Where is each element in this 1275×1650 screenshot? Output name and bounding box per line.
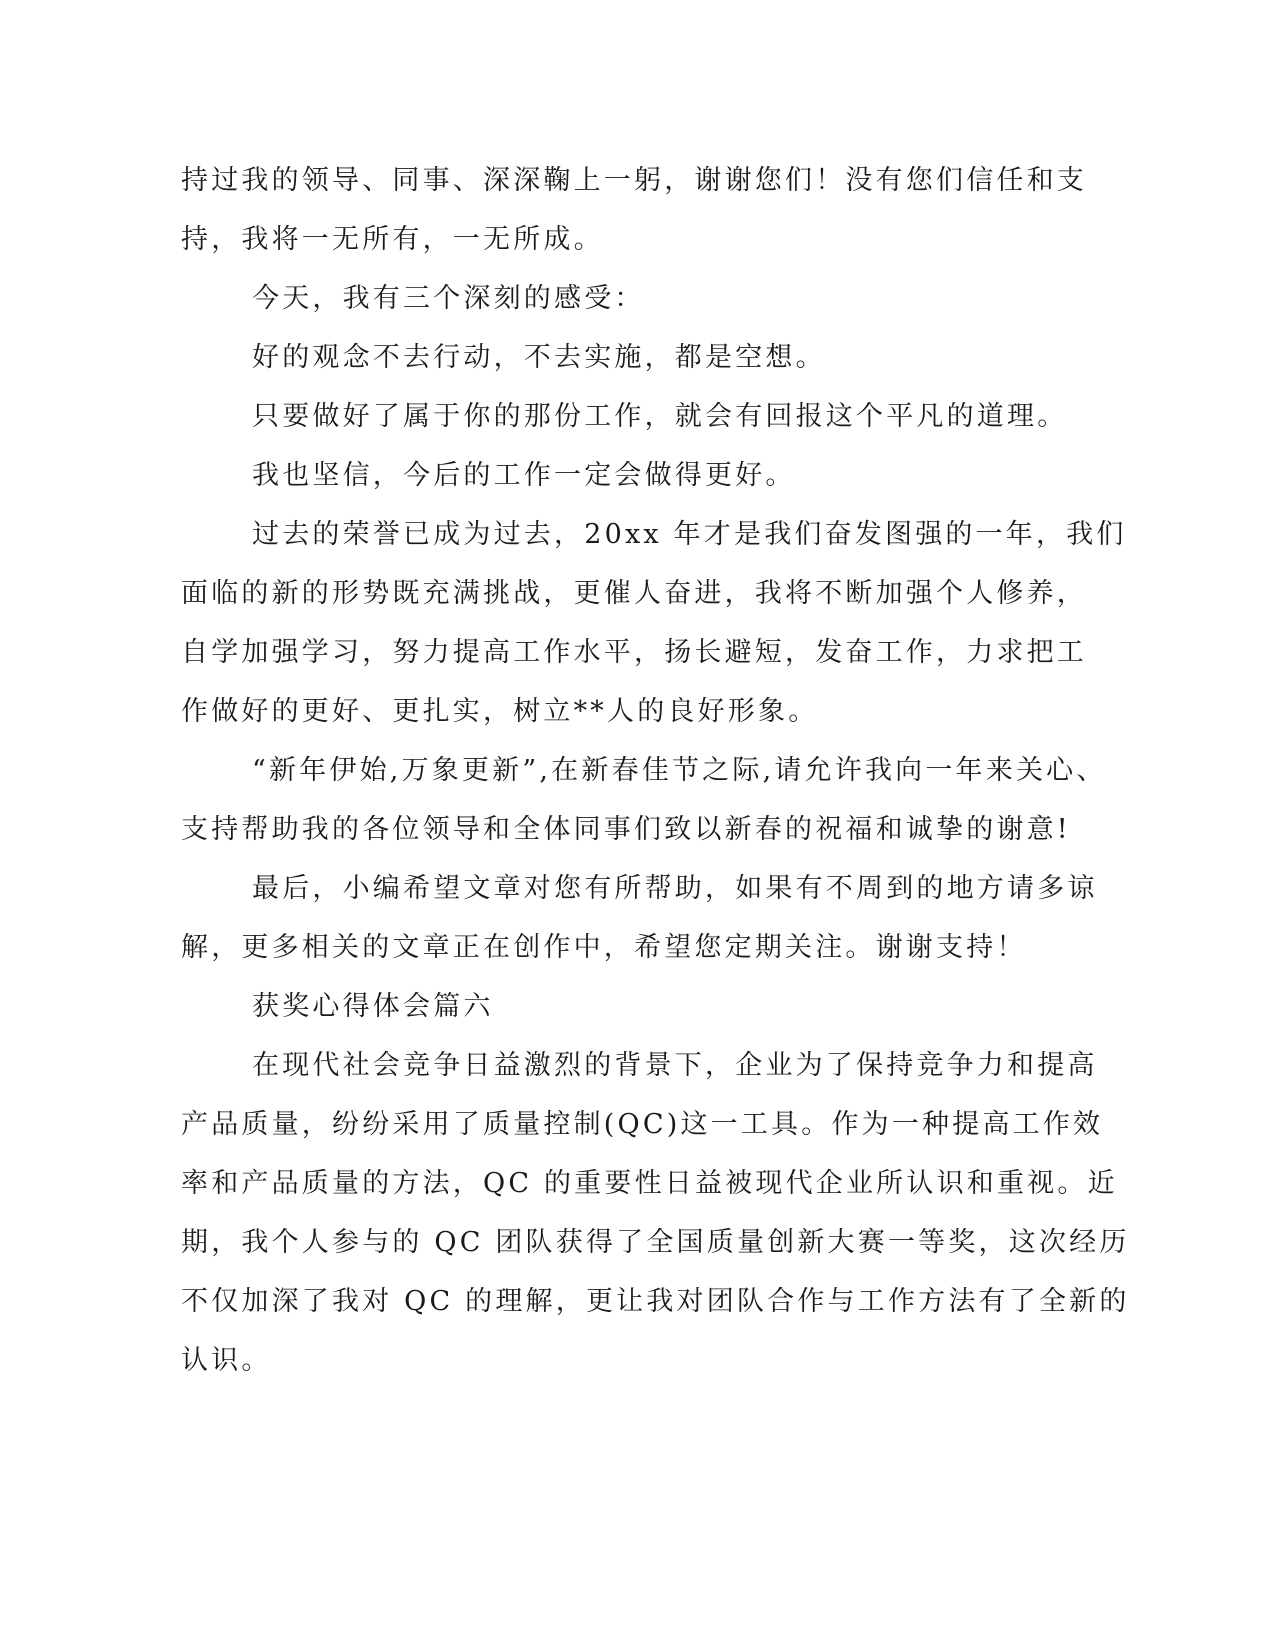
text-line: 支持帮助我的各位领导和全体同事们致以新春的祝福和诚挚的谢意! (181, 814, 1071, 845)
text-line: 不仅加深了我对 QC 的理解，更让我对团队合作与工作方法有了全新的 (181, 1286, 1130, 1317)
text-line: 最后，小编希望文章对您有所帮助，如果有不周到的地方请多谅 (252, 873, 1098, 904)
text-line: 作做好的更好、更扎实，树立**人的良好形象。 (181, 696, 819, 727)
text-line: 我也坚信，今后的工作一定会做得更好。 (252, 460, 796, 491)
section-heading: 获奖心得体会篇六 (252, 991, 494, 1022)
text-line: 认识。 (181, 1345, 272, 1376)
text-line: 只要做好了属于你的那份工作，就会有回报这个平凡的道理。 (252, 401, 1068, 432)
text-line: “新年伊始,万象更新”,在新春佳节之际,请允许我向一年来关心、 (252, 755, 1107, 786)
text-line: 自学加强学习，努力提高工作水平，扬长避短，发奋工作，力求把工 (181, 637, 1087, 668)
text-line: 面临的新的形势既充满挑战，更催人奋进，我将不断加强个人修养， (181, 578, 1087, 609)
text-line: 期，我个人参与的 QC 团队获得了全国质量创新大赛一等奖，这次经历 (181, 1227, 1130, 1258)
text-line: 持，我将一无所有，一无所成。 (181, 224, 604, 255)
text-line: 过去的荣誉已成为过去，20xx 年才是我们奋发图强的一年，我们 (252, 519, 1127, 550)
text-line: 在现代社会竞争日益激烈的背景下，企业为了保持竞争力和提高 (252, 1050, 1098, 1081)
text-line: 率和产品质量的方法，QC 的重要性日益被现代企业所认识和重视。近 (181, 1168, 1118, 1199)
text-line: 解，更多相关的文章正在创作中，希望您定期关注。谢谢支持！ (181, 932, 1027, 963)
text-line: 产品质量，纷纷采用了质量控制(QC)这一工具。作为一种提高工作效 (181, 1109, 1104, 1140)
text-line: 好的观念不去行动，不去实施，都是空想。 (252, 342, 826, 373)
text-line: 今天，我有三个深刻的感受： (252, 283, 645, 314)
text-line: 持过我的领导、同事、深深鞠上一躬，谢谢您们！没有您们信任和支 (181, 165, 1087, 196)
